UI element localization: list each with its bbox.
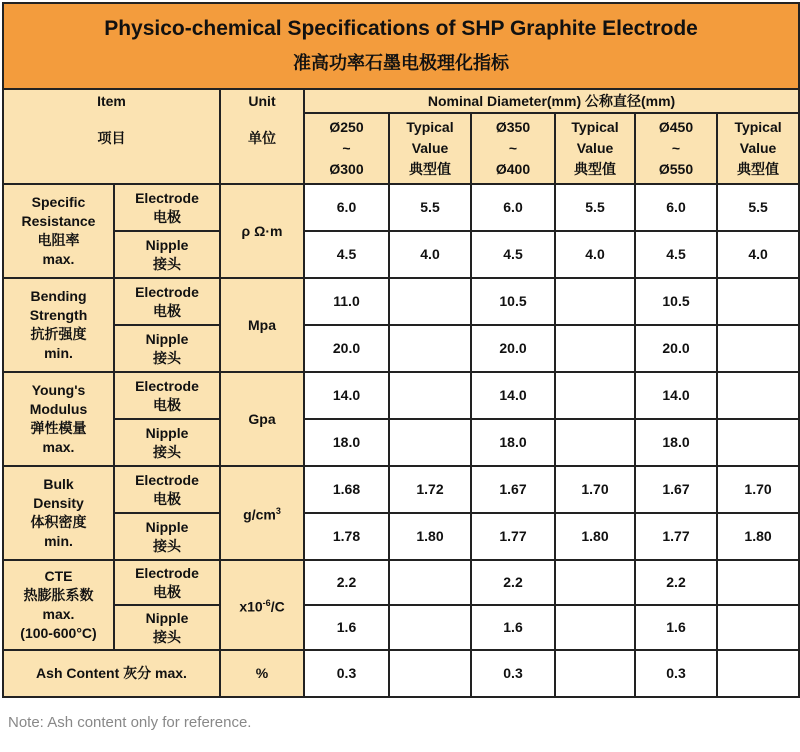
value-cell: [389, 325, 471, 372]
sub-label-en: Electrode: [135, 564, 199, 581]
spec-table: [2, 2, 800, 698]
property-label-line: 弹性模量: [30, 420, 87, 436]
value-cell: 0.3: [304, 650, 389, 697]
value-cell: 1.80: [717, 513, 799, 560]
property-label: Ash Content 灰分 max.: [3, 650, 220, 697]
property-label-line: max.: [42, 251, 75, 267]
sub-label-zh: 电极: [153, 396, 181, 413]
value-cell: 5.5: [717, 184, 799, 231]
property-label-line: Modulus: [29, 401, 88, 417]
unit-text: ρ Ω·m: [241, 222, 283, 239]
sub-label-zh: 电极: [153, 302, 181, 319]
diameter-col-header: [304, 113, 389, 184]
col-header-line: 典型值: [409, 161, 451, 177]
value-cell: [389, 605, 471, 650]
value-cell: 5.5: [555, 184, 635, 231]
property-label-line: Bending: [30, 288, 87, 304]
sub-label-electrode: [114, 184, 220, 231]
title-zh: 准高功率石墨电极理化指标: [293, 53, 510, 73]
value-cell: 1.80: [555, 513, 635, 560]
sub-label-en: Nipple: [145, 424, 189, 441]
property-label-line: max.: [42, 606, 75, 622]
col-header-line: ~: [342, 140, 351, 156]
item-header: [3, 89, 220, 184]
sub-label-electrode: [114, 278, 220, 325]
value-cell: 4.0: [555, 231, 635, 278]
sub-label-en: Nipple: [145, 518, 189, 535]
value-cell: 2.2: [471, 560, 555, 605]
value-cell: [717, 560, 799, 605]
value-cell: [717, 605, 799, 650]
value-cell: 1.6: [471, 605, 555, 650]
value-cell: 1.6: [304, 605, 389, 650]
col-header-line: Ø400: [495, 161, 531, 177]
sub-label-en: Electrode: [135, 283, 199, 300]
unit-header-zh: 单位: [248, 130, 276, 146]
value-cell: [555, 605, 635, 650]
value-cell: [555, 560, 635, 605]
value-cell: [389, 650, 471, 697]
unit-superscript: 3: [275, 505, 281, 516]
property-label-line: Density: [33, 495, 84, 511]
col-header-line: ~: [508, 140, 518, 156]
item-header-zh: 项目: [97, 130, 126, 146]
property-label-line: Specific: [31, 194, 86, 210]
col-header-line: Typical: [571, 119, 619, 135]
property-label: [3, 372, 114, 466]
value-cell: 14.0: [304, 372, 389, 419]
value-cell: [717, 650, 799, 697]
value-cell: 10.5: [635, 278, 717, 325]
unit-text: x10: [239, 598, 263, 615]
value-cell: 1.6: [635, 605, 717, 650]
value-cell: 20.0: [635, 325, 717, 372]
unit-cell: [220, 372, 304, 466]
diameter-col-header: [635, 113, 717, 184]
sub-label-zh: 接头: [153, 537, 181, 554]
value-cell: 11.0: [304, 278, 389, 325]
value-cell: 0.3: [635, 650, 717, 697]
unit-header: [220, 89, 304, 184]
value-cell: [717, 372, 799, 419]
value-cell: 5.5: [389, 184, 471, 231]
value-cell: [555, 372, 635, 419]
value-cell: [717, 419, 799, 466]
value-cell: 10.5: [471, 278, 555, 325]
property-label-line: min.: [44, 533, 73, 549]
unit-text: Mpa: [248, 316, 276, 333]
value-cell: 0.3: [471, 650, 555, 697]
value-cell: 4.5: [304, 231, 389, 278]
value-cell: 20.0: [304, 325, 389, 372]
unit-cell: [220, 278, 304, 372]
value-cell: 2.2: [635, 560, 717, 605]
col-header-line: Ø450: [658, 119, 694, 135]
value-cell: [389, 278, 471, 325]
sub-label-electrode: [114, 372, 220, 419]
sub-label-zh: 接头: [153, 628, 181, 645]
property-label-line: 体积密度: [30, 514, 87, 530]
sub-label-zh: 电极: [153, 583, 181, 600]
nominal-diameter-header: Nominal Diameter(mm) 公称直径(mm): [304, 89, 799, 113]
property-label-line: (100-600°C): [20, 625, 97, 641]
unit-header-en: Unit: [248, 93, 276, 109]
col-header-line: Ø550: [658, 161, 694, 177]
sub-label-nipple: [114, 325, 220, 372]
sub-label-zh: 电极: [153, 208, 181, 225]
col-header-line: Value: [739, 140, 777, 156]
diameter-col-header: [389, 113, 471, 184]
unit-text: /C: [270, 598, 285, 615]
value-cell: 4.0: [389, 231, 471, 278]
value-cell: 1.67: [635, 466, 717, 513]
footnote: Note: Ash content only for reference.: [8, 714, 252, 731]
property-label-line: 抗折强度: [30, 326, 87, 342]
value-cell: [389, 372, 471, 419]
value-cell: 1.68: [304, 466, 389, 513]
unit-superscript: -6: [262, 597, 271, 608]
value-cell: 18.0: [635, 419, 717, 466]
sub-label-nipple: [114, 231, 220, 278]
value-cell: 20.0: [471, 325, 555, 372]
diameter-col-header: [555, 113, 635, 184]
property-label-line: Strength: [29, 307, 88, 323]
value-cell: 1.77: [471, 513, 555, 560]
col-header-line: Value: [411, 140, 449, 156]
value-cell: 14.0: [471, 372, 555, 419]
sub-label-zh: 接头: [153, 255, 181, 272]
value-cell: 1.80: [389, 513, 471, 560]
value-cell: [717, 325, 799, 372]
col-header-line: 典型值: [737, 161, 780, 177]
unit-cell: [220, 184, 304, 278]
sub-label-en: Electrode: [135, 189, 199, 206]
sub-label-nipple: [114, 605, 220, 650]
col-header-line: Ø350: [495, 119, 531, 135]
value-cell: [389, 560, 471, 605]
property-label-line: Resistance: [21, 213, 96, 229]
sub-label-zh: 接头: [153, 349, 181, 366]
diameter-col-header: [471, 113, 555, 184]
property-label-line: 热膨胀系数: [23, 587, 94, 603]
unit-cell: [220, 466, 304, 560]
value-cell: 18.0: [471, 419, 555, 466]
value-cell: 4.5: [635, 231, 717, 278]
col-header-line: Ø250: [329, 119, 364, 135]
sub-label-en: Electrode: [135, 471, 199, 488]
sub-label-en: Nipple: [145, 609, 189, 626]
value-cell: 6.0: [635, 184, 717, 231]
sub-label-zh: 电极: [153, 490, 181, 507]
table-title: [3, 3, 799, 89]
value-cell: [555, 278, 635, 325]
value-cell: 6.0: [304, 184, 389, 231]
property-label: [3, 278, 114, 372]
col-header-line: Typical: [734, 119, 782, 135]
col-header-line: Ø300: [329, 161, 364, 177]
sub-label-en: Electrode: [135, 377, 199, 394]
property-label-line: max.: [42, 439, 75, 455]
value-cell: [555, 650, 635, 697]
value-cell: 1.77: [635, 513, 717, 560]
value-cell: [555, 325, 635, 372]
value-cell: 18.0: [304, 419, 389, 466]
value-cell: 1.67: [471, 466, 555, 513]
value-cell: [389, 419, 471, 466]
title-en: Physico-chemical Specifications of SHP Graphite Electrode: [104, 17, 698, 40]
property-label-line: min.: [44, 345, 73, 361]
col-header-line: 典型值: [574, 161, 616, 177]
unit-text: g/cm: [243, 506, 276, 523]
property-label: [3, 184, 114, 278]
diameter-col-header: [717, 113, 799, 184]
value-cell: 4.0: [717, 231, 799, 278]
property-label: [3, 466, 114, 560]
property-label-line: CTE: [44, 568, 73, 584]
property-label-line: 电阻率: [37, 232, 80, 248]
property-label: [3, 560, 114, 650]
unit-cell: %: [220, 650, 304, 697]
unit-cell: [220, 560, 304, 650]
value-cell: [555, 419, 635, 466]
unit-text: Gpa: [248, 410, 276, 427]
sub-label-en: Nipple: [145, 236, 189, 253]
value-cell: 14.0: [635, 372, 717, 419]
sub-label-en: Nipple: [145, 330, 189, 347]
sub-label-electrode: [114, 560, 220, 605]
col-header-line: Value: [576, 140, 614, 156]
value-cell: 1.70: [555, 466, 635, 513]
sub-label-zh: 接头: [153, 443, 181, 460]
sub-label-electrode: [114, 466, 220, 513]
property-label-line: Bulk: [43, 476, 74, 492]
value-cell: 1.70: [717, 466, 799, 513]
col-header-line: Typical: [406, 119, 454, 135]
sub-label-nipple: [114, 513, 220, 560]
value-cell: 4.5: [471, 231, 555, 278]
value-cell: 2.2: [304, 560, 389, 605]
value-cell: 1.78: [304, 513, 389, 560]
col-header-line: ~: [671, 140, 681, 156]
item-header-en: Item: [97, 93, 126, 109]
sub-label-nipple: [114, 419, 220, 466]
value-cell: 1.72: [389, 466, 471, 513]
value-cell: 6.0: [471, 184, 555, 231]
property-label-line: Young's: [31, 382, 86, 398]
value-cell: [717, 278, 799, 325]
